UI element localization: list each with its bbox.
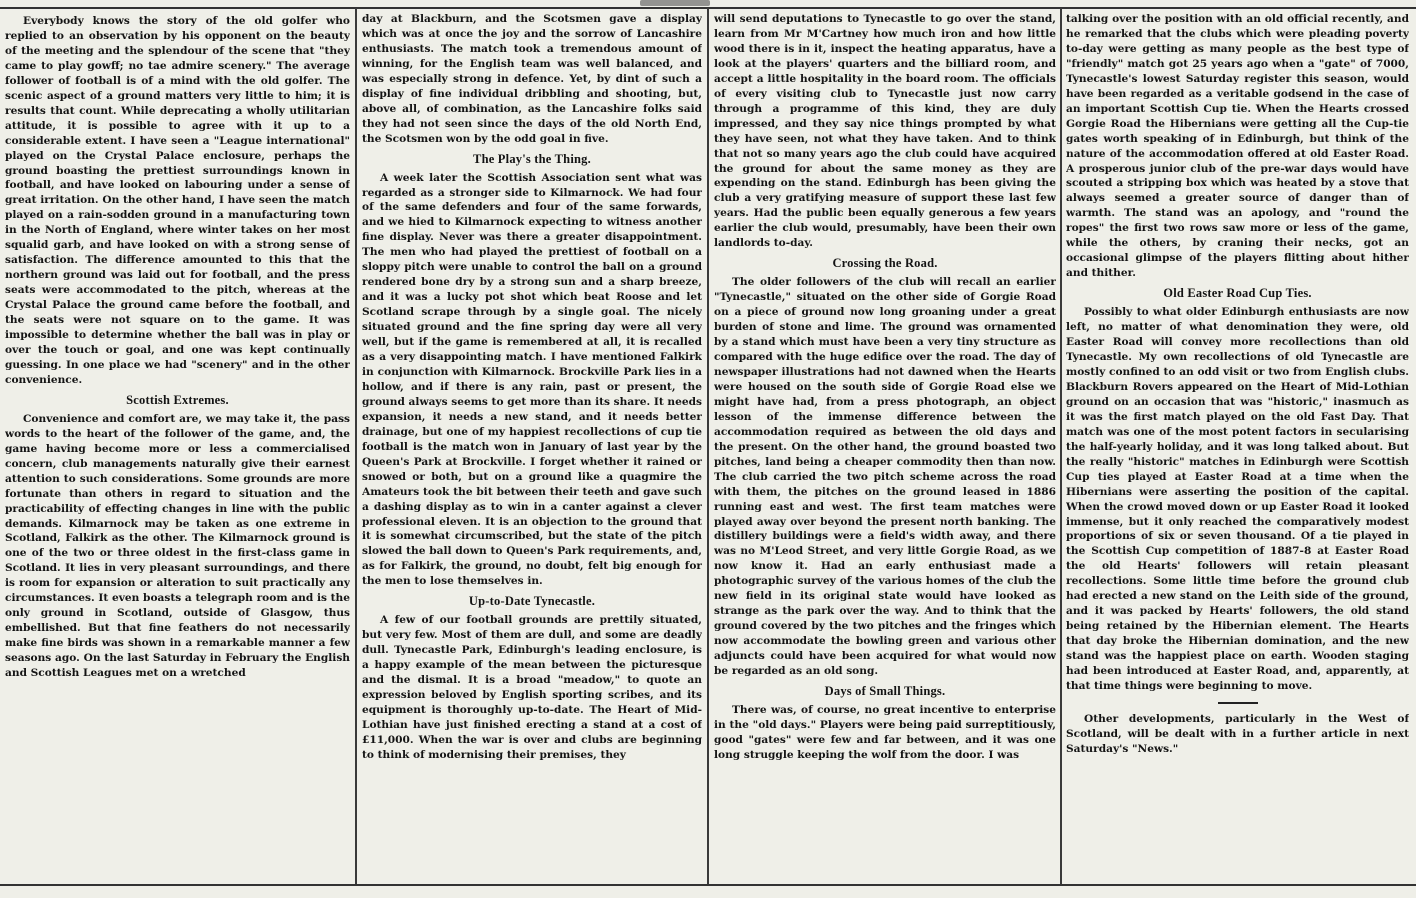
column-rule [355, 8, 357, 884]
paragraph: Possibly to what older Edinburgh enthusiasts are now left, no matter of what denomination they were, old Easter Road will convey more recollections than old Tynecastle. My own recollections of old Tynecastle are mostly confined to an odd visit or two from English clubs. Blackburn Rovers appeared on the Heart of Mid-Lothian ground on an occasion that was "historic," inasmuch as it was the first match played on the old Fast Day. That match was one of the most potent factors in secularising the half-yearly holiday, and it was long talked about. But the really "historic" matches in Edinburgh were Scottish Cup ties played at Easter Road at a time when the Hibernians were asserting the position of the capital. When the crowd moved down or up Easter Road it looked immense, but it only reached the comparatively modest proportions of six or seven thousand. Of a tie played in the Scottish Cup competition of 1887-8 at Easter Road the old Hearts' followers will retain pleasant recollections. Some little time before the ground club had erected a new stand on the Leith side of the ground, and it was packed by Hearts' followers, the old stand being retained by the Hibernian element. The Hearts that day broke the Hibernian domination, and the new stand was the happiest place on earth. Wooden staging had been introduced at Easter Road, and, apparently, at that time things were beginning to move. [1066, 306, 1409, 692]
closing-paragraph: Other developments, particularly in the West of Scotland, will be dealt with in a further article in next Saturday's "News." [1066, 712, 1409, 755]
paragraph: day at Blackburn, and the Scotsmen gave a display which was at once the joy and the sorrow of Lancashire enthusiasts. The match took a tremendous amount of winning, for the English team was well balanced, and was especially strong in defence. Yet, by dint of such a display of fine individual dribbling and shooting, but, above all, of combination, as the Lancashire folks said they had not seen since the days of the old North End, the Scotsmen won by the odd goal in five. [362, 13, 702, 145]
section-heading: Days of Small Things. [824, 683, 946, 698]
column-3 [714, 12, 1056, 880]
paragraph: A few of our football grounds are prettily situated, but very few. Most of them are dull, and some are deadly dull. Tynecastle Park, Edinburgh's leading enclosure, is a happy example of the mean between the picturesque and the dismal. It is a broad "meadow," to quote an expression beloved by English sporting scribes, and its equipment is thoroughly up-to-date. The Heart of Mid-Lothian have just finished erecting a stand at a cost of £11,000. When the war is over and clubs are beginning to think of modernising their premises, they [362, 614, 702, 761]
paragraph: There was, of course, no great incentive to enterprise in the "old days." Players were being paid surreptitiously, good "gates" were few and far between, and it was one long struggle keeping the wolf from the door. I was [714, 703, 1056, 761]
section-heading: Up-to-Date Tynecastle. [468, 594, 596, 609]
column-1 [5, 14, 350, 882]
section-divider [1218, 702, 1258, 704]
masthead-fragment [640, 0, 710, 6]
column-rule [707, 8, 709, 884]
column-2 [362, 12, 702, 880]
section-heading: Old Easter Road Cup Ties. [1163, 286, 1312, 301]
column-rule [1060, 8, 1062, 884]
column-4 [1066, 12, 1409, 880]
section-heading: Crossing the Road. [832, 256, 938, 271]
paragraph: Convenience and comfort are, we may take it, the pass words to the heart of the follower of the game, and, the game having become more or less a commercialised concern, club managements naturally give their earnest attention to such considerations. Some grounds are more fortunate than others in regard to situation and the practicability of effecting changes in line with the public demands. Kilmarnock may be taken as one extreme in Scotland, Falkirk as the other. The Kilmarnock ground is one of the two or three oldest in the first-class game in Scotland. It lies in very pleasant surroundings, and there is room for expansion or alteration to suit practically any circumstances. It even boasts a telegraph room and is the only ground in Scotland, outside of Glasgow, thus embellished. But that fine feathers do not necessarily make fine birds was shown in a remarkable manner a few seasons ago. On the last Saturday in February the English and Scottish Leagues met on a wretched [5, 412, 350, 680]
paragraph: A week later the Scottish Association sent what was regarded as a stronger side to Kilmarnock. We had four of the same defenders and four of the same forwards, and we hied to Kilmarnock expecting to witness another fine display. Never was there a greater disappointment. The men who had played the prettiest of football on a sloppy pitch were unable to control the ball on a ground rendered bone dry by a strong sun and a sharp breeze, and it was a lucky pot shot which beat Roose and let Scotland scrape through by a single goal. The nicely situated ground and the fine spring day were all very well, but if the game is remembered at all, it is recalled as a very disappointing match. I have mentioned Falkirk in conjunction with Kilmarnock. Brockville Park lies in a hollow, and if there is any rain, past or present, the ground always seems to get more than its share. It needs expansion, it needs a new stand, and it needs better drainage, but one of my happiest recollections of cup tie football is the match won in January of last year by the Queen's Park at Brockville. I forget whether it rained or snowed or both, but on a ground like a quagmire the Amateurs took the bit between their teeth and gave such a dashing display as to win in a canter against a clever professional eleven. It is an objection to the ground that it is somewhat circumscribed, but the state of the pitch slowed the ball down to Queen's Park requirements, and, as for Falkirk, the ground, no doubt, felt big enough for the men to lose themselves in. [362, 171, 702, 588]
paragraph: will send deputations to Tynecastle to go over the stand, learn from Mr M'Cartney how much iron and how little wood there is in it, inspect the heating apparatus, have a look at the players' quarters and the billiard room, and accept a little hospitality in the board room. The officials of every visiting club to Tynecastle just now carry through a programme of this kind, they are duly impressed, and they say nice things prompted by what they have seen, not what they have taken. And to think that not so many years ago the club could have acquired the ground for about the same money as they are expending on the stand. Edinburgh has been giving the club a very gratifying measure of support these last few years. Had the public been equally generous a few years earlier the club would, presumably, have been their own landlords to-day. [714, 13, 1056, 250]
section-heading: The Play's the Thing. [473, 151, 591, 166]
paragraph: The older followers of the club will recall an earlier "Tynecastle," situated on the other side of Gorgie Road on a piece of ground now long groaning under a great burden of stone and lime. The ground was ornamented by a stand which must have been a very tiny structure as compared with the huge edifice over the road. The day of newspaper illustrations had not dawned when the Hearts were housed on the south side of Gorgie Road else we might have had, from a press photograph, an object lesson of the immense difference between the accommodation required as between the old days and the present. On the other hand, the ground boasted two pitches, land being a cheaper commodity then than now. The club carried the two pitch scheme across the road with them, the pitches on the ground leased in 1886 running east and west. The first team matches were played away over beyond the present north banking. The distillery buildings were a field's width away, and there was no M'Leod Street, and very little Gorgie Road, as we now know it. Had an early enthusiast made a photographic survey of the various homes of the club the new field in its original state would have looked as strange as the park over the way. And to think that the ground covered by the two pitches and the fringes which now accommodate the bowling green and various other adjuncts could have been acquired for what would now be regarded as an old song. [714, 276, 1056, 678]
section-heading: Scottish Extremes. [126, 392, 229, 407]
paragraph: Everybody knows the story of the old golfer who replied to an observation by his opponent on the beauty of the meeting and the splendour of the scene that "they came to play gowff; no tae admire scenery." The average follower of football is of a mind with the old golfer. The scenic aspect of a ground matters very little to him; it is results that count. While deprecating a wholly utilitarian attitude, it is possible to agree with it up to a considerable extent. I have seen a "League international" played on the Crystal Palace enclosure, perhaps the ground boasting the prettiest surroundings known in football, and have looked on labouring under a sense of great irritation. On the other hand, I have seen the match played on a rain-sodden ground in a manufacturing town in the North of England, where winter takes on her most squalid garb, and have looked on with a strong sense of satisfaction. The difference amounted to this that the northern ground was laid out for football, and the press seats were accommodated to the pitch, whereas at the Crystal Palace the ground came before the football, and the seats were not square on to the game. It was impossible to determine whether the ball was in play or over the touch or goal, and one was kept continually guessing. In one place we had "scenery" and in the other convenience. [5, 15, 350, 386]
paragraph: talking over the position with an old official recently, and he remarked that the clubs which were pleading poverty to-day were getting as many people as the best type of "friendly" match got 25 years ago when a "gate" of 7000, Tynecastle's lowest Saturday register this season, would have been regarded as a veritable godsend in the case of an important Scottish Cup tie. When the Hearts crossed Gorgie Road the Hibernians were getting all the Cup-tie gates worth speaking of in Edinburgh, but think of the nature of the accommodation offered at old Easter Road. A prosperous junior club of the pre-war days would have scouted a stripping box which was heated by a stove that always seemed a greater source of danger than of warmth. The stand was an apology, and "round the ropes" the first two rows saw more or less of the game, while the others, by craning their necks, got an occasional glimpse of the players flitting about hither and thither. [1066, 13, 1409, 280]
bottom-rule [0, 884, 1416, 886]
